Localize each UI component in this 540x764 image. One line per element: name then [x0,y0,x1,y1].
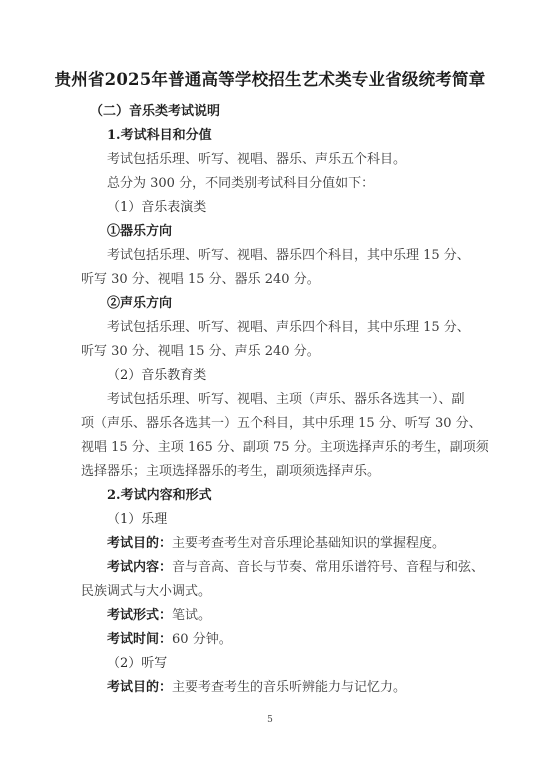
theory-time [107,632,232,648]
subjects-paragraph-2: 总分为 300 分，不同类别考试科目分值如下： [107,176,375,191]
theory-purpose-text: 主要考查考生对音乐理论基础知识的掌握程度。 [172,536,446,551]
education-line-4: 选择器乐；主项选择器乐的考生，副项须选择声乐。 [81,464,381,479]
theory-content-text: 音与音高、音长与节奏、常用乐谱符号、音程与和弦、 [172,560,485,575]
theory-time-text: 60 分钟。 [172,632,232,647]
theory-content-line-2: 民族调式与大小调式。 [81,584,212,599]
dictation-heading: （2）听写 [107,656,168,671]
dictation-purpose [107,680,406,696]
theory-heading: （1）乐理 [107,512,168,527]
page-number: 5 [267,715,273,725]
instrumental-line-1: 考试包括乐理、听写、视唱、器乐四个科目，其中乐理 15 分、 [107,248,470,263]
subjects-paragraph-1: 考试包括乐理、听写、视唱、器乐、声乐五个科目。 [107,152,407,167]
theory-purpose [107,536,445,552]
dictation-purpose-label: 考试目的： [107,680,173,695]
vocal-heading: ②声乐方向 [107,296,173,311]
education-heading: （2）音乐教育类 [107,368,207,383]
theory-content [107,560,484,576]
education-line-2: 项（声乐、器乐各选其一）五个科目，其中乐理 15 分、听写 30 分、 [81,416,482,431]
theory-time-label: 考试时间： [107,632,173,647]
education-line-3: 视唱 15 分、主项 165 分、副项 75 分。主项选择声乐的考生，副项须 [81,440,489,455]
content-form-heading: 2.考试内容和形式 [107,488,212,503]
section-heading: （二）音乐类考试说明 [90,104,221,119]
vocal-line-1: 考试包括乐理、听写、视唱、声乐四个科目，其中乐理 15 分、 [107,320,470,335]
theory-purpose-label: 考试目的： [107,536,173,551]
dictation-purpose-text: 主要考查考生的音乐听辨能力与记忆力。 [172,680,407,695]
subjects-heading: 1.考试科目和分值 [107,128,212,143]
theory-form [107,608,211,624]
theory-content-label: 考试内容： [107,560,173,575]
theory-form-text: 笔试。 [172,608,212,623]
document-title: 贵州省2025年普通高等学校招生艺术类专业省级统考简章 [54,70,486,89]
vocal-line-2: 听写 30 分、视唱 15 分、声乐 240 分。 [81,344,320,359]
instrumental-line-2: 听写 30 分、视唱 15 分、器乐 240 分。 [81,272,320,287]
theory-form-label: 考试形式： [107,608,173,623]
performance-heading: （1）音乐表演类 [107,200,207,215]
instrumental-heading: ①器乐方向 [107,224,173,239]
education-line-1: 考试包括乐理、听写、视唱、主项（声乐、器乐各选其一）、副 [107,392,465,407]
